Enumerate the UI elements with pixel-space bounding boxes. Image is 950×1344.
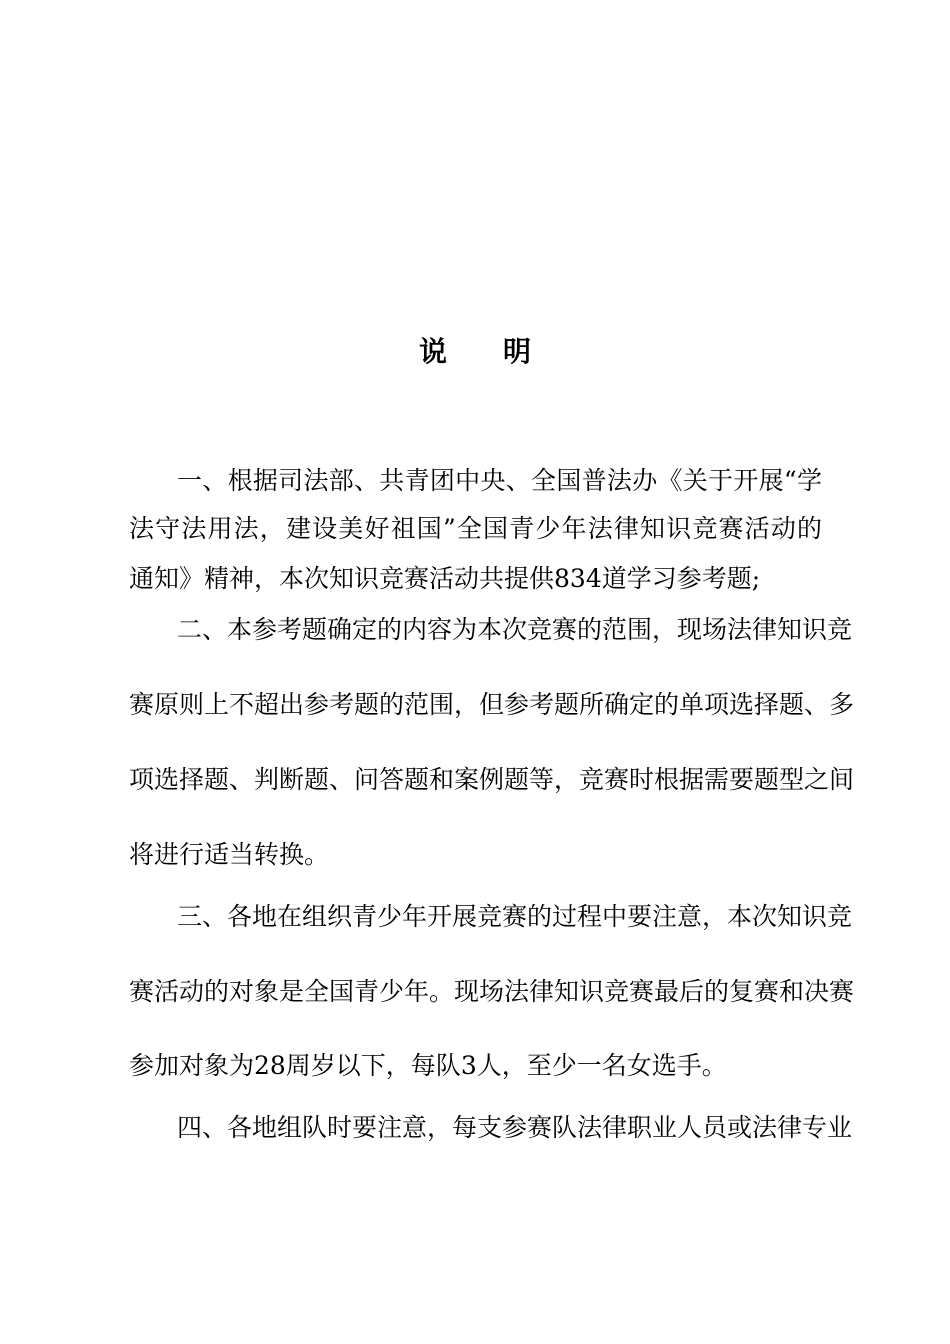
- paragraph-line: 赛活动的对象是全国青少年。现场法律知识竞赛最后的复赛和决赛: [129, 977, 855, 1006]
- title-char-1: 说: [418, 335, 447, 368]
- paragraph-line: 一、根据司法部、共青团中央、全国普法办《关于开展“学: [177, 466, 822, 495]
- paragraph-line: 通知》精神，本次知识竞赛活动共提供834道学习参考题;: [129, 564, 761, 593]
- paragraph-line: 赛原则上不超出参考题的范围，但参考题所确定的单项选择题、多: [129, 690, 855, 719]
- paragraph-line: 参加对象为28周岁以下，每队3人，至少一名女选手。: [129, 1051, 727, 1080]
- title-char-2: 明: [503, 335, 532, 368]
- page-title: [0, 332, 950, 372]
- paragraph-line: 法守法用法，建设美好祖国”全国青少年法律知识竞赛活动的: [129, 514, 822, 543]
- paragraph-line: 项选择题、判断题、问答题和案例题等，竞赛时根据需要题型之间: [129, 765, 855, 794]
- paragraph-line: 三、各地在组织青少年开展竞赛的过程中要注意，本次知识竞: [177, 902, 853, 931]
- paragraph-line: 将进行适当转换。: [129, 840, 330, 869]
- paragraph-line: 二、本参考题确定的内容为本次竞赛的范围，现场法律知识竞: [177, 615, 853, 644]
- paragraph-line: 四、各地组队时要注意，每支参赛队法律职业人员或法律专业: [177, 1113, 853, 1142]
